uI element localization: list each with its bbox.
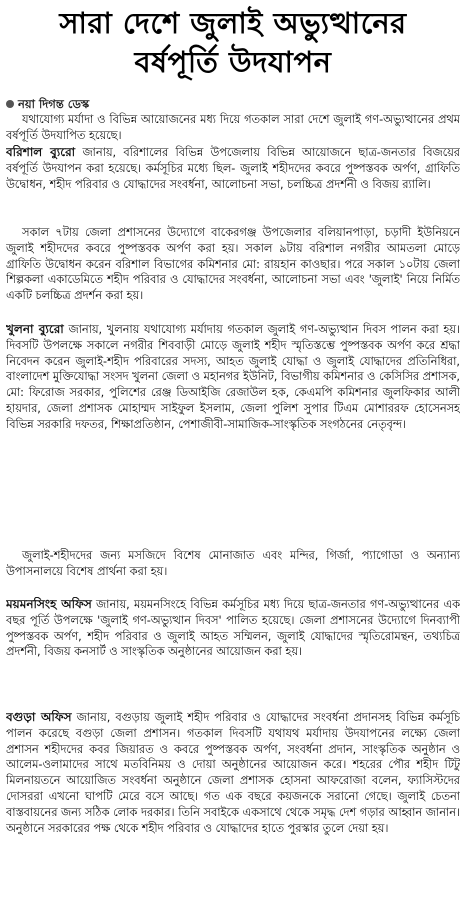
- paragraph-bogura: [6, 710, 460, 916]
- paragraph-mymensingh: [6, 597, 460, 709]
- paragraph-barishal-text: জানায়, বরিশালের বিভিন্ন উপজেলায় বিভিন্ন আয়োজনে ছাত্র-জনতার বিজয়ের বর্ষপূর্তি উদযাপন করা হয়েছে। কর্মসূচির মধ্যে ছিল- জুলাই শহীদদের কবরে পুষ্পস্তবক অর্পণ, গ্রাফিতি উদ্বোধন, শহীদ পরিবার ও যোদ্ধাদের সংবর্ধনা, আলোচনা সভা, চলচ্চিত্র প্রদর্শনী ও বিজয় র‌্যালি।: [6, 146, 460, 191]
- paragraph-prayers: জুলাই-শহীদদের জন্য মসজিদে বিশেষ মোনাজাত এবং মন্দির, গির্জা, প্যাগোডা ও অন্যান্য উপাসনালয়ে বিশেষ প্রার্থনা করা হয়।: [6, 549, 460, 578]
- byline-text: নয়া দিগন্ত ডেস্ক: [18, 97, 90, 111]
- headline-line-1: সারা দেশে জুলাই অভ্যুত্থানের: [59, 6, 407, 40]
- paragraph-khulna: [6, 322, 460, 548]
- article-body: [6, 112, 460, 916]
- paragraph-intro: যথাযোগ্য মর্যাদা ও বিভিন্ন আয়োজনের মধ্য দিয়ে গতকাল সারা দেশে জুলাই গণ-অভ্যুত্থানের প্রথম বর্ষপূর্তি উদযাপিত হয়েছে।: [6, 113, 460, 142]
- byline: [6, 96, 460, 112]
- headline-line-2: বর্ষপূর্তি উদযাপন: [134, 45, 332, 79]
- paragraph-barishal: [6, 145, 460, 225]
- bureau-khulna: খুলনা ব্যুরো: [6, 322, 64, 336]
- paragraph-barishal-events: সকাল ৭টায় জেলা প্রশাসনের উদ্যোগে বাকেরগঞ্জ উপজেলার বলিয়ানপাড়া, চড়াদী ইউনিয়নে জুলাই শহীদদের কবরে পুষ্পস্তবক অর্পণ করা হয়। সকাল ৯টায় বরিশাল নগরীর আমতলা মোড়ে গ্রাফিতি উদ্বোধন করেন বরিশাল বিভাগের কমিশনার মো: রায়হান কাওছার। পরে সকাল ১০টায় জেলা শিল্পকলা একাডেমিতে শহীদ পরিবার ও যোদ্ধাদের সংবর্ধনা, আলোচনা সভা এবং 'জুলাই' নিয়ে নির্মিত একটি চলচ্চিত্র প্রদর্শন করা হয়।: [6, 226, 460, 303]
- bureau-bogura: বগুড়া অফিস: [6, 710, 72, 724]
- paragraph-bogura-text: জানায়, বগুড়ায় জুলাই শহীদ পরিবার ও যোদ্ধাদের সংবর্ধনা প্রদানসহ বিভিন্ন কর্মসূচি পালন করেছে বগুড়া জেলা প্রশাসন। গতকাল দিবসটি যথাযথ মর্যাদায় উদযাপনের লক্ষ্যে জেলা প্রশাসন শহীদদের কবর জিয়ারত ও কবরে পুষ্পস্তবক অর্পণ, সংবর্ধনা প্রদান, সাংস্কৃতিক অনুষ্ঠান ও আলেম-ওলামাদের সাথে মতবিনিময় ও দোয়া অনুষ্ঠানের আয়োজন করে। শহরের পৌর শহীদ টিটু মিলনায়তনে আয়োজিত সংবর্ধনা অনুষ্ঠানে জেলা প্রশাসক হোসনা আফরোজা বলেন, ফ্যাসিস্টদের দোসররা এখনো ঘাপটি মেরে বসে আছে। গত এক বছরে কয়জনকে সরানো গেছে। জুলাই চেতনা বাস্তবায়নের জন্য সঠিক লোক দরকার। তিনি সবাইকে একসাথে থেকে সমৃদ্ধ দেশ গড়ার আহ্বান জানান। অনুষ্ঠানে সরকারের পক্ষ থেকে শহীদ পরিবার ও যোদ্ধাদের হাতে পুরস্কার তুলে দেয়া হয়।: [6, 711, 460, 835]
- bureau-mymensingh: ময়মনসিংহ অফিস: [6, 597, 92, 611]
- headline: [6, 4, 460, 82]
- bureau-barishal: বরিশাল ব্যুরো: [6, 145, 76, 159]
- bullet-icon: [6, 100, 14, 108]
- paragraph-khulna-text: জানায়, খুলনায় যথাযোগ্য মর্যাদায় গতকাল জুলাই গণ-অভ্যুত্থান দিবস পালন করা হয়। দিবসটি উপলক্ষে সকালে নগরীর শিববাড়ী মোড়ে জুলাই শহীদ স্মৃতিস্তম্ভে পুষ্পস্তবক অর্পণ করে শ্রদ্ধা নিবেদন করেন জুলাই-শহীদ পরিবারের সদস্য, আহত জুলাই যোদ্ধা ও জুলাই যোদ্ধাদের প্রতিনিধিরা, বাংলাদেশ মুক্তিযোদ্ধা সংসদ খুলনা জেলা ও মহানগর ইউনিট, বিভাগীয় কমিশনার ও কেসিসির প্রশাসক, মো: ফিরোজ সরকার, পুলিশের রেঞ্জ ডিআইজি রেজাউল হক, কেএমপি কমিশনার জুলফিকার আলী হায়দার, জেলা প্রশাসক মোহাম্মদ সাইফুল ইসলাম, জেলা পুলিশ সুপার টিএম মোশাররফ হোসেনসহ বিভিন্ন সরকারি দফতর, শিক্ষাপ্রতিষ্ঠান, পেশাজীবী-সামাজিক-সাংস্কৃতিক সংগঠনের নেতৃবৃন্দ।: [6, 323, 460, 431]
- paragraph-mymensingh-text: জানায়, ময়মনসিংহে বিভিন্ন কর্মসূচির মধ্য দিয়ে ছাত্র-জনতার গণ-অভ্যুত্থানের এক বছর পূর্তি উপলক্ষে 'জুলাই গণ-অভ্যুত্থান দিবস' পালিত হয়েছে। জেলা প্রশাসনের উদ্যোগে দিনব্যাপী পুষ্পস্তবক অর্পণ, শহীদ পরিবার ও জুলাই আহত সম্মিলন, জুলাই যোদ্ধাদের স্মৃতিরোমন্থন, তথ্যচিত্র প্রদর্শনী, বিজয় কনসার্ট ও সাংস্কৃতিক অনুষ্ঠানের আয়োজন করা হয়।: [6, 598, 460, 659]
